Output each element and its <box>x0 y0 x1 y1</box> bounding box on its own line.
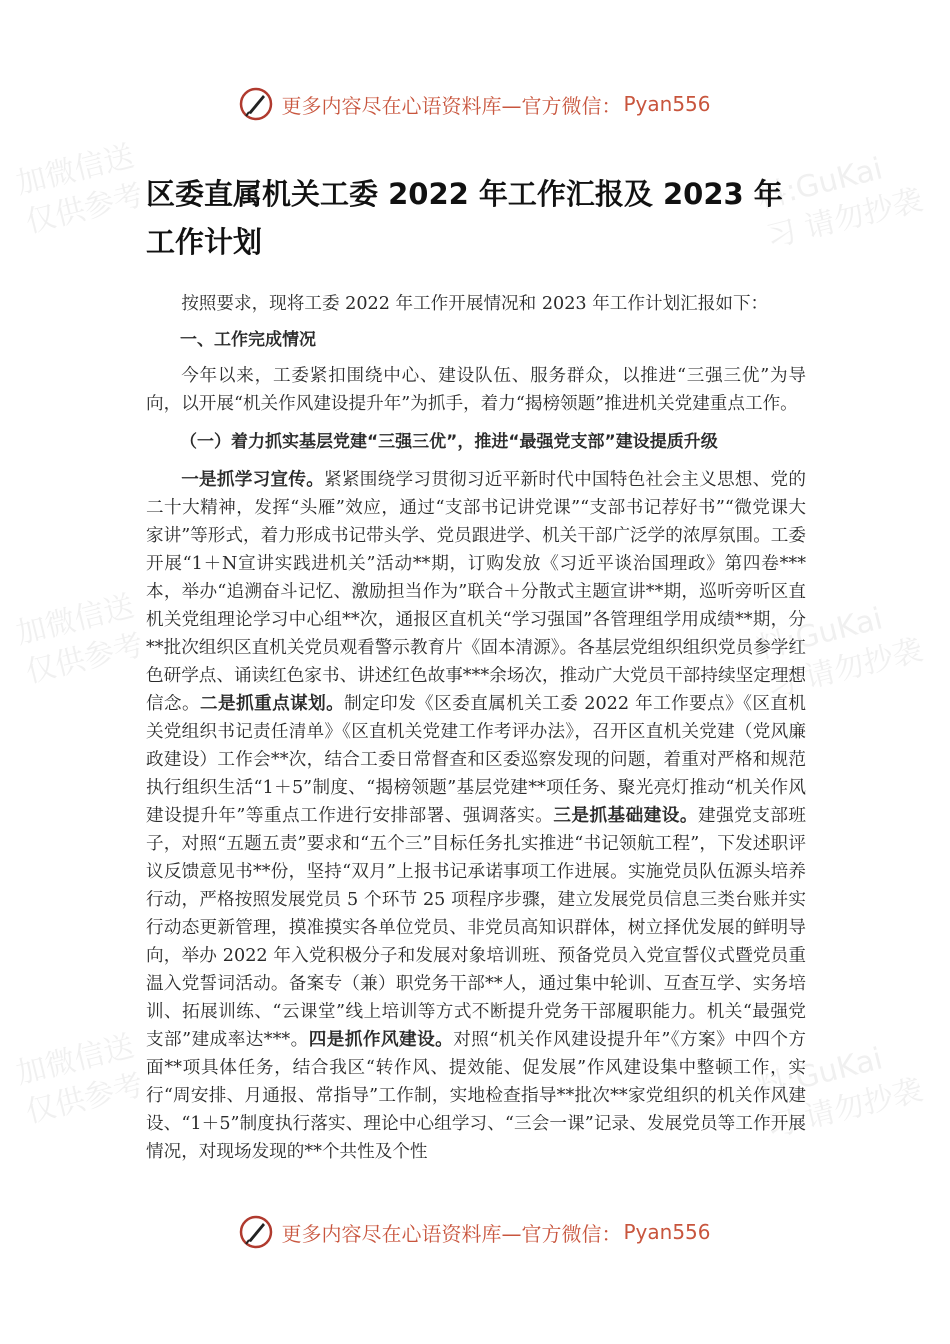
body-text: 紧紧围绕学习贯彻习近平新时代中国特色社会主义思想、党的二十大精神，发挥“头雁”效应，通过“支部书记讲党课”“支部书记荐好书”“微党课大家讲”等形式，着力形成书记带头学、党员跟进学、机关干部广泛学的浓厚氛围。工委开展“1＋N宣讲实践进机关”活动**期，订购发放《习近平谈治国理政》第四卷***本，举办“追溯奋斗记忆、激励担当作为”联合＋分散式主题宣讲**期，巡听旁听区直机关党组理论学习中心组**次，通报区直机关“学习强国”各管理组学用成绩**期，分**批次组织区直机关党员观看警示教育片《固本清源》。各基层党组织组织党员参学红色研学点、诵读红色家书、讲述红色故事***余场次，推动广大党员干部持续坚定理想信念。 <box>146 470 806 714</box>
header-banner <box>0 84 950 124</box>
watermark-text: 加微信送 仅供参考 <box>12 1028 148 1131</box>
body-text: 对照“机关作风建设提升年”《方案》中四个方面**项具体任务，结合我区“转作风、提效能、促发展”作风建设集中整顿工作，实行“周安排、月通报、常指导”工作制，实地检查指导**批次**家党组织的机关作风建设、“1＋5”制度执行落实、理论中心组学习、“三会一课”记录、发展党员等工作开展情况，对现场发现的**个共性及个性 <box>146 1030 806 1162</box>
lead-phrase: 三是抓基础建设。 <box>553 806 698 826</box>
footer-banner <box>0 1212 950 1252</box>
lead-phrase: 一是抓学习宣传。 <box>181 470 325 490</box>
subsection-heading: （一）着力抓实基层党建“三强三优”，推进“最强党支部”建设提质升级 <box>180 432 718 452</box>
body-paragraph <box>146 466 806 1166</box>
body-text: 建强党支部班子，对照“五题五责”要求和“五个三”目标任务扎实推进“书记领航工程”，下发述职评议反馈意见书**份，坚持“双月”上报书记承诺事项工作进展。实施党员队伍源头培养行动，严格按照发展党员 5 个环节 25 项程序步骤，建立发展党员信息三类台账并实行动态更新管理，摸准摸实各单位党员、非党员高知识群体，树立择优发展的鲜明导向，举办 2022 年入党积极分子和发展对象培训班、预备党员入党宣誓仪式暨党员重温入党誓词活动。备案专（兼）职党务干部**人，通过集中轮训、互查互学、实务培训、拓展训练、“云课堂”线上培训等方式不断提升党务干部履职能力。机关“最强党支部”建成率达***。 <box>146 806 806 1050</box>
document-body <box>146 170 806 1174</box>
lead-phrase: 四是抓作风建设。 <box>308 1030 454 1050</box>
banner-text: 更多内容尽在心语资料库—官方微信： <box>281 93 622 118</box>
banner-text: 更多内容尽在心语资料库—官方微信： <box>281 1221 622 1246</box>
watermark-text: 料:GuKai 习 请勿抄袭 <box>753 151 927 256</box>
watermark-text: 料:GuKai 习 请勿抄袭 <box>753 1041 927 1146</box>
watermark-text: 料:GuKai 习 请勿抄袭 <box>753 601 927 706</box>
body-text: 制定印发《区委直属机关工委 2022 年工作要点》《区直机关党组织书记责任清单》《区直机关党建工作考评办法》，召开区直机关党建（党风廉政建设）工作会**次，结合工委日常督查和区委巡察发现的问题，着重对严格和规范执行组织生活“1＋5”制度、“揭榜领题”基层党建**项任务、聚光亮灯推动“机关作风建设提升年”等重点工作进行安排部署、强调落实。 <box>146 694 806 826</box>
watermark-text: 加微信送 仅供参考 <box>12 588 148 691</box>
banner-wechat-id: Pyan556 <box>623 92 711 116</box>
lead-phrase: 二是抓重点谋划。 <box>200 694 345 714</box>
section-heading: 一、工作完成情况 <box>180 330 316 350</box>
banner-wechat-id: Pyan556 <box>623 1220 711 1244</box>
intro-paragraph: 按照要求，现将工委 2022 年工作开展情况和 2023 年工作计划汇报如下： <box>181 294 769 314</box>
watermark-text: 加微信送 仅供参考 <box>12 138 148 241</box>
document-title: 区委直属机关工委 2022 年工作汇报及 2023 年工作计划 <box>146 177 783 259</box>
section-paragraph: 今年以来，工委紧扣围绕中心、建设队伍、服务群众，以推进“三强三优”为导向，以开展“机关作风建设提升年”为抓手，着力“揭榜领题”推进机关党建重点工作。 <box>146 366 806 414</box>
quill-logo-icon <box>239 1215 273 1249</box>
quill-logo-icon <box>239 87 273 121</box>
